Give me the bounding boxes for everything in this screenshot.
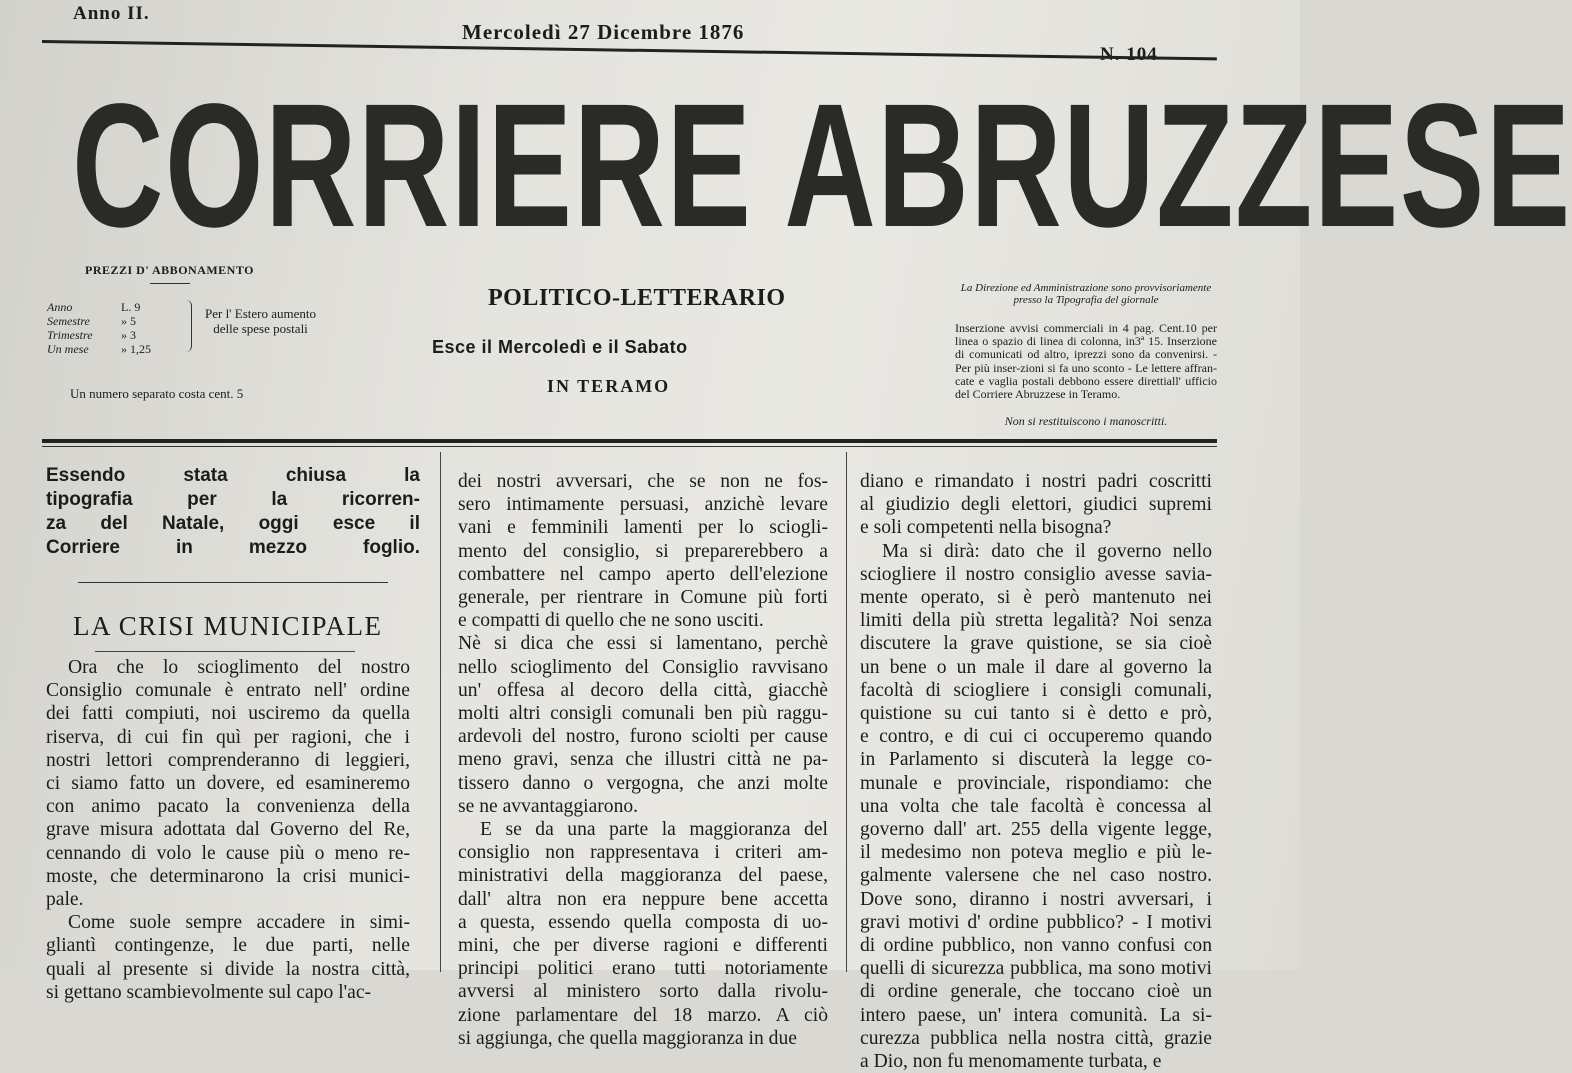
article-line: intero paese, un' intera comunità. La si- (860, 1004, 1212, 1026)
notice-rule (78, 582, 388, 583)
rate-row (47, 328, 176, 342)
issue-date: Mercoledì 27 Dicembre 1876 (462, 20, 745, 44)
article-line: gravi motivi d' ordine pubblico? - I motivi (860, 911, 1212, 933)
insertion-line: prezzi sono da convenirsi. - Per più inser- (955, 347, 1217, 375)
rate-value: L. 9 (121, 300, 141, 314)
notice-line: Essendo stata chiusa la (46, 465, 420, 486)
insertion-line: 10 per linea o spazio di linea di colonna, in (955, 321, 1218, 349)
issue-number: N. 104 (1100, 44, 1158, 65)
article-line: una volta che tale facoltà è concessa al (860, 795, 1212, 817)
article-line: al giudizio degli elettori, giudici supremi (860, 494, 1212, 516)
article-line: Nè si dica che essi si lamentano, perchè (458, 633, 828, 655)
subscription-rule (150, 283, 190, 284)
article-line: zione parlamentare del 18 marzo. A ciò (458, 1004, 828, 1026)
article-line: il medesimo non poteva meglio e più le- (860, 842, 1212, 864)
article-line: sciogliere il nostro consiglio avesse savia- (860, 563, 1212, 585)
rate-row (47, 314, 176, 328)
article-line: a Dio, non fu menomamente turbata, e (860, 1051, 1162, 1073)
column-rule-2 (846, 452, 847, 972)
article-line: cennando di volo le cause più o meno re- (46, 842, 410, 864)
header-divider-thin (42, 446, 1217, 447)
article-line: e compatti di quello che ne sono usciti. (458, 610, 764, 632)
article-line: E se da una parte la maggioranza del (480, 819, 828, 841)
headline-rule (95, 651, 355, 652)
article-line: nello scioglimento del Consiglio ravvisano (458, 656, 828, 678)
article-line: in Parlamento si discuterà la legge co- (860, 749, 1212, 771)
column-1-text (46, 656, 410, 1004)
article-line: gliantì contingenze, le due parti, nelle (46, 935, 410, 957)
notice-line: za del Natale, oggi esce il (46, 513, 420, 534)
masthead-title: CORRIERE ABRUZZESE (72, 68, 1572, 264)
article-line: generale, per rientrare in Comune più forti (458, 587, 828, 609)
article-line: meno gravi, senza che illustri città ne pa- (458, 749, 828, 771)
article-line: e contro, e di cui ci occuperemo quando (860, 726, 1212, 748)
foreign-rates-note: Per l' Estero aumento delle spese postali (204, 306, 316, 336)
rate-label: Un mese (47, 342, 89, 356)
rate-value: » 5 (121, 314, 136, 328)
article-line: tissero danno o vergogna, che anzi molte (458, 772, 828, 794)
article-line: quistione su cui tanto si è detto e prò, (860, 703, 1212, 725)
article-line: un bene o un male il dare al governo la (860, 656, 1212, 678)
article-line: discutere la grave quistione, se sia cioè (860, 633, 1212, 655)
article-line: Ma si dirà: dato che il governo nello (882, 540, 1212, 562)
article-line: mente operato, si è però mantenuto nei (860, 587, 1212, 609)
article-line: ci siamo fatto un dovere, ed esamineremo (46, 773, 410, 795)
article-line: con animo pacato la convenienza della (46, 796, 410, 818)
article-line: consiglio non rappresentava i criteri am- (458, 842, 828, 864)
article-line: dei nostri avversari, che se non ne fos- (458, 471, 828, 492)
column-3-text (860, 470, 1212, 1073)
rate-row (47, 342, 176, 356)
article-headline: LA CRISI MUNICIPALE (73, 611, 383, 641)
article-line: facoltà di sciogliere i consigli comunali, (860, 679, 1212, 701)
rate-row (47, 300, 176, 314)
notice-line: Corriere in mezzo foglio. (46, 537, 420, 558)
article-line: ministrativi della maggioranza del paese, (458, 865, 828, 887)
article-line: moste, che determinarono la crisi munici- (46, 865, 410, 887)
article-line: quelli di sicurezza pubblica, ma sono motivi (860, 958, 1212, 980)
insertion-line: cate e vaglia postali debbono essere diretti (955, 373, 1167, 388)
publishing-days: Esce il Mercoledì e il Sabato (432, 337, 688, 357)
article-line: Ora che lo scioglimento del nostro (68, 657, 410, 678)
article-line: curezza pubblica nella nostra città, grazie (860, 1027, 1212, 1049)
article-line: dall' altra non era neppure bene accetta (458, 888, 828, 910)
subscription-title: PREZZI D' ABBONAMENTO (85, 263, 254, 277)
christmas-notice (46, 464, 420, 560)
subscription-rates (47, 300, 176, 356)
article-line: un' offesa al decoro della città, giacchè (458, 679, 828, 701)
article-line: di ordine pubblico, non vanno confusi con (860, 935, 1212, 957)
single-copy-price: Un numero separato costa cent. 5 (70, 386, 244, 401)
article-line: si gettano scambievolmente sul capo l'ac- (46, 981, 372, 1003)
article-line: riserva, di cui fin quì per ragioni, che i (46, 726, 410, 748)
rate-label: Anno (47, 300, 73, 314)
article-line: si aggiunga, che quella maggioranza in due (458, 1027, 797, 1049)
insertion-rates (955, 322, 1217, 401)
article-line: quali al presente si divide la nostra città, (46, 958, 410, 980)
article-line: dei fatti compiuti, noi usciremo da quella (46, 703, 410, 725)
article-line: Dove sono, diranno i nostri avversari, i (860, 888, 1212, 910)
article-line: principi politici erano tutti notoriamente (458, 958, 828, 980)
article-line: combattere nel campo aperto dell'elezione (458, 563, 828, 585)
insertion-line: all' ufficio del Corriere Abruzzese in Teramo. (955, 373, 1217, 402)
insertion-line: Inserzione avvisi commerciali in 4 pag. Cent. (955, 321, 1185, 335)
column-rule-1 (440, 452, 441, 972)
article-line: ardevoli del nostro, furono sciolti per cause (458, 726, 828, 748)
column-2-text (458, 470, 828, 1050)
header-divider-thick (42, 439, 1217, 443)
insertion-line: zioni si fa uno sconto - Le lettere affran- (1020, 360, 1217, 375)
article-line: se ne avvantaggiarono. (458, 795, 639, 817)
article-line: Come suole sempre accadere in simi- (68, 912, 410, 934)
article-line: mento del consiglio, si preparerebbero a (458, 540, 828, 562)
publishing-city: IN TERAMO (547, 376, 671, 396)
direzione-notice: La Direzione ed Amministrazione sono provvisoriamente presso la Tipografia del giornale (960, 282, 1212, 306)
article-line: munale e provinciale, rispondiamo: che (860, 772, 1212, 794)
rate-value: » 1,25 (121, 342, 151, 356)
insertion-line: 3ª 15. Inserzione di comunicati od altro, i (955, 334, 1217, 362)
paper-subtitle: POLITICO-LETTERARIO (488, 285, 786, 311)
rate-value: » 3 (121, 328, 136, 342)
article-line: governo dall' art. 255 della vigente legge, (860, 819, 1212, 841)
article-line: di ordine generale, che toccano cioè un (860, 981, 1212, 1003)
rate-label: Trimestre (47, 328, 93, 342)
year-label: Anno II. (73, 3, 150, 24)
article-line: pale. (46, 889, 84, 911)
article-line: avversi al ministero sorto dalla rivolu- (458, 981, 828, 1003)
rate-label: Semestre (47, 314, 90, 328)
article-line: mini, che per diverse ragioni e differenti (458, 935, 828, 957)
article-line: diano e rimandato i nostri padri coscritti (860, 471, 1212, 492)
article-line: e soli competenti nella bisogna? (860, 517, 1112, 539)
article-line: grave misura adottata dal Governo del Re, (46, 819, 410, 841)
article-line: sero intimamente persuasi, anzichè levare (458, 494, 828, 516)
article-line: molti altri consigli comunali ben più raggu- (458, 703, 828, 725)
manuscripts-notice: Non si restituiscono i manoscritti. (1004, 414, 1168, 428)
article-line: a questa, essendo quella composta di uo- (458, 911, 828, 933)
article-line: limiti della più stretta legalità? Noi senza (860, 610, 1212, 632)
article-line: nostri lettori comprenderanno di leggieri, (46, 749, 410, 771)
notice-line: tipografia per la ricorren- (46, 489, 420, 510)
article-line: vani e femminili lamenti per lo sciogli- (458, 517, 828, 539)
article-line: Consiglio comunale è entrato nell' ordine (46, 680, 410, 702)
rates-brace (185, 300, 192, 352)
article-line: galmente valersene che nel caso nostro. (860, 865, 1212, 887)
